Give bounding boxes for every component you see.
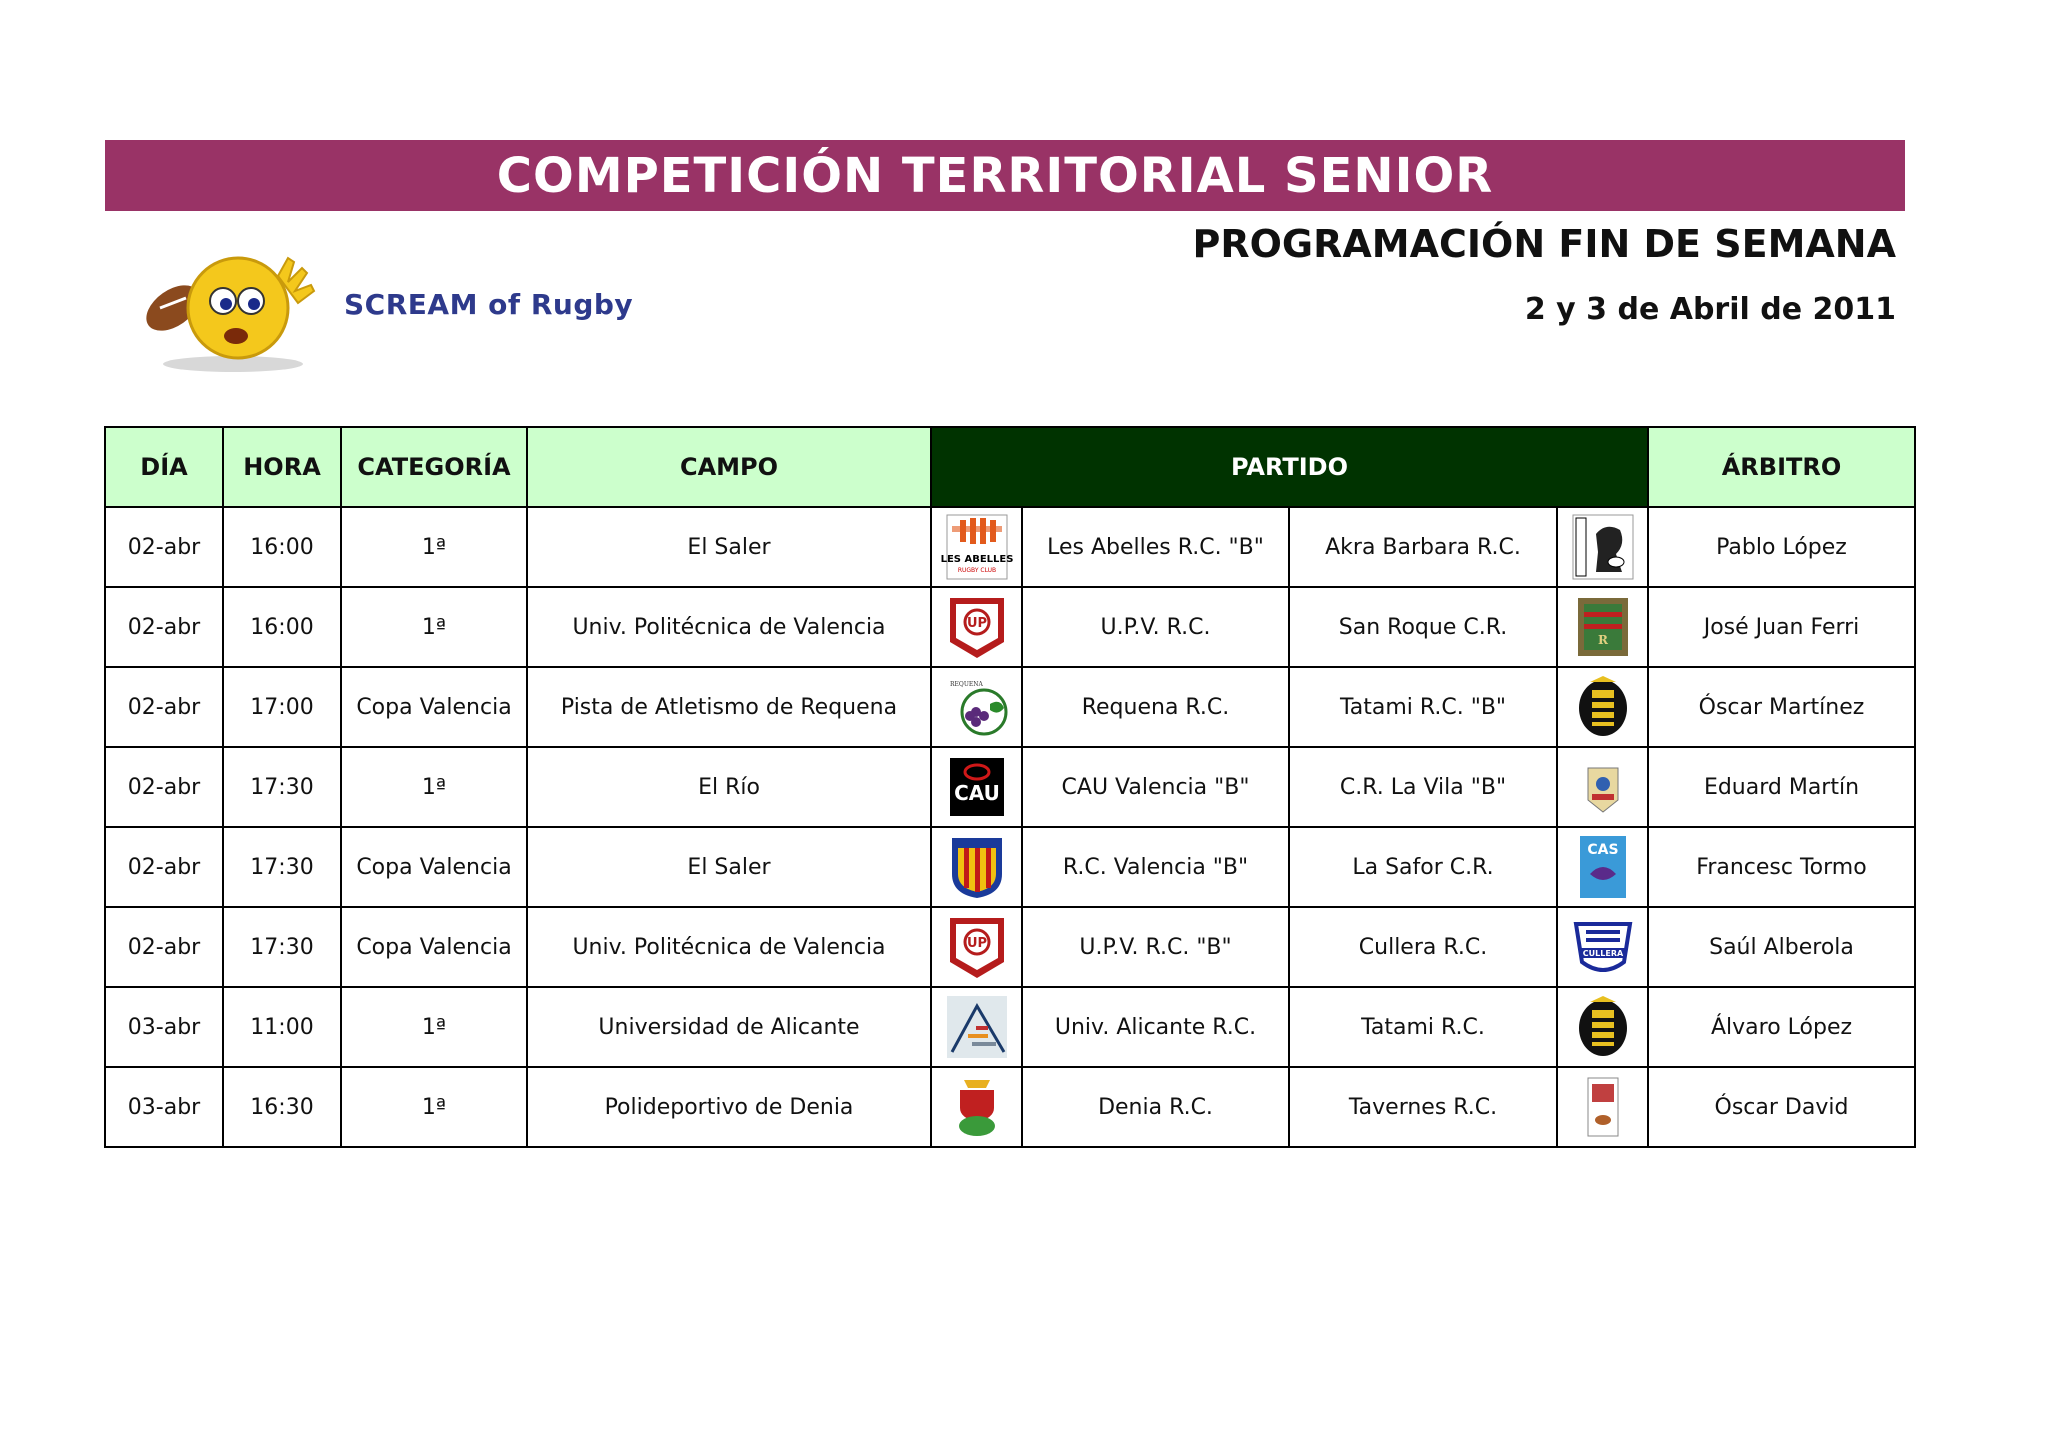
san-roque-crest	[1557, 587, 1648, 667]
tatami-crest	[1557, 987, 1648, 1067]
cell-local-team: U.P.V. R.C.	[1022, 587, 1289, 667]
cell-categoria: 1ª	[341, 1067, 527, 1147]
cell-hora: 17:30	[223, 747, 341, 827]
ua-crest	[931, 987, 1022, 1067]
tatami-crest	[1557, 667, 1648, 747]
cell-hora: 17:00	[223, 667, 341, 747]
cell-arbitro: Pablo López	[1648, 507, 1915, 587]
column-header-partido: PARTIDO	[931, 427, 1648, 507]
cell-dia: 03-abr	[105, 987, 223, 1067]
title-banner	[105, 140, 1905, 211]
les-abelles-crest	[931, 507, 1022, 587]
table-row	[105, 587, 1915, 667]
cell-categoria: 1ª	[341, 747, 527, 827]
header-row	[105, 427, 1915, 507]
upv-crest	[931, 587, 1022, 667]
table-row	[105, 827, 1915, 907]
cell-arbitro: Francesc Tormo	[1648, 827, 1915, 907]
denia-crest	[931, 1067, 1022, 1147]
la-vila-crest	[1557, 747, 1648, 827]
column-header-hora: HORA	[223, 427, 341, 507]
page-subtitle: PROGRAMACIÓN FIN DE SEMANA	[1192, 222, 1896, 266]
cau-crest	[931, 747, 1022, 827]
column-header-dia: DÍA	[105, 427, 223, 507]
cell-categoria: 1ª	[341, 507, 527, 587]
svg-text:LES ABELLES: LES ABELLES	[940, 554, 1013, 565]
cell-arbitro: Eduard Martín	[1648, 747, 1915, 827]
svg-text:R: R	[1597, 633, 1608, 647]
cell-dia: 03-abr	[105, 1067, 223, 1147]
cell-categoria: 1ª	[341, 987, 527, 1067]
cell-campo: Pista de Atletismo de Requena	[527, 667, 931, 747]
cell-arbitro: José Juan Ferri	[1648, 587, 1915, 667]
cell-campo: Univ. Politécnica de Valencia	[527, 587, 931, 667]
cullera-crest	[1557, 907, 1648, 987]
table-row	[105, 747, 1915, 827]
cell-hora: 11:00	[223, 987, 341, 1067]
cell-visiting-team: La Safor C.R.	[1289, 827, 1557, 907]
cell-categoria: Copa Valencia	[341, 667, 527, 747]
schedule-table	[104, 426, 1916, 1148]
cell-visiting-team: Tatami R.C. "B"	[1289, 667, 1557, 747]
column-header-categoria: CATEGORÍA	[341, 427, 527, 507]
cell-dia: 02-abr	[105, 907, 223, 987]
column-header-campo: CAMPO	[527, 427, 931, 507]
svg-text:REQUENA: REQUENA	[949, 681, 983, 688]
cell-local-team: CAU Valencia "B"	[1022, 747, 1289, 827]
svg-text:CAU: CAU	[953, 781, 1000, 805]
tavernes-crest	[1557, 1067, 1648, 1147]
table-row	[105, 907, 1915, 987]
cell-hora: 16:30	[223, 1067, 341, 1147]
cell-campo: El Saler	[527, 507, 931, 587]
cell-arbitro: Óscar Martínez	[1648, 667, 1915, 747]
cell-local-team: Univ. Alicante R.C.	[1022, 987, 1289, 1067]
rc-valencia-crest	[931, 827, 1022, 907]
cell-arbitro: Álvaro López	[1648, 987, 1915, 1067]
cell-visiting-team: Akra Barbara R.C.	[1289, 507, 1557, 587]
cell-arbitro: Saúl Alberola	[1648, 907, 1915, 987]
cell-campo: Polideportivo de Denia	[527, 1067, 931, 1147]
table-row	[105, 987, 1915, 1067]
cell-local-team: Denia R.C.	[1022, 1067, 1289, 1147]
table-row	[105, 1067, 1915, 1147]
cell-visiting-team: San Roque C.R.	[1289, 587, 1557, 667]
akra-barbara-crest	[1557, 507, 1648, 587]
cell-visiting-team: Cullera R.C.	[1289, 907, 1557, 987]
cell-hora: 16:00	[223, 507, 341, 587]
cell-dia: 02-abr	[105, 507, 223, 587]
cell-local-team: Les Abelles R.C. "B"	[1022, 507, 1289, 587]
svg-text:RUGBY CLUB: RUGBY CLUB	[957, 567, 996, 574]
cell-hora: 16:00	[223, 587, 341, 667]
cell-categoria: Copa Valencia	[341, 907, 527, 987]
cell-local-team: U.P.V. R.C. "B"	[1022, 907, 1289, 987]
la-safor-crest	[1557, 827, 1648, 907]
cell-campo: El Saler	[527, 827, 931, 907]
cell-campo: Univ. Politécnica de Valencia	[527, 907, 931, 987]
scream-smiley-logo	[138, 246, 328, 376]
cell-visiting-team: C.R. La Vila "B"	[1289, 747, 1557, 827]
cell-dia: 02-abr	[105, 827, 223, 907]
cell-campo: El Río	[527, 747, 931, 827]
cell-local-team: Requena R.C.	[1022, 667, 1289, 747]
page-title: COMPETICIÓN TERRITORIAL SENIOR	[496, 147, 1494, 204]
cell-visiting-team: Tatami R.C.	[1289, 987, 1557, 1067]
cell-visiting-team: Tavernes R.C.	[1289, 1067, 1557, 1147]
column-header-arbitro: ÁRBITRO	[1648, 427, 1915, 507]
cell-local-team: R.C. Valencia "B"	[1022, 827, 1289, 907]
schedule-dates: 2 y 3 de Abril de 2011	[1524, 292, 1896, 327]
svg-text:CAS: CAS	[1586, 842, 1619, 858]
requena-crest	[931, 667, 1022, 747]
cell-categoria: Copa Valencia	[341, 827, 527, 907]
svg-text:UP: UP	[966, 936, 987, 951]
cell-dia: 02-abr	[105, 747, 223, 827]
schedule-body	[105, 507, 1915, 1147]
cell-hora: 17:30	[223, 827, 341, 907]
table-row	[105, 507, 1915, 587]
logo-text: SCREAM of Rugby	[344, 288, 634, 321]
cell-campo: Universidad de Alicante	[527, 987, 931, 1067]
svg-text:CULLERA: CULLERA	[1582, 949, 1623, 958]
cell-dia: 02-abr	[105, 667, 223, 747]
cell-hora: 17:30	[223, 907, 341, 987]
upv-crest	[931, 907, 1022, 987]
cell-categoria: 1ª	[341, 587, 527, 667]
cell-dia: 02-abr	[105, 587, 223, 667]
svg-text:UP: UP	[966, 616, 987, 631]
table-row	[105, 667, 1915, 747]
cell-arbitro: Óscar David	[1648, 1067, 1915, 1147]
